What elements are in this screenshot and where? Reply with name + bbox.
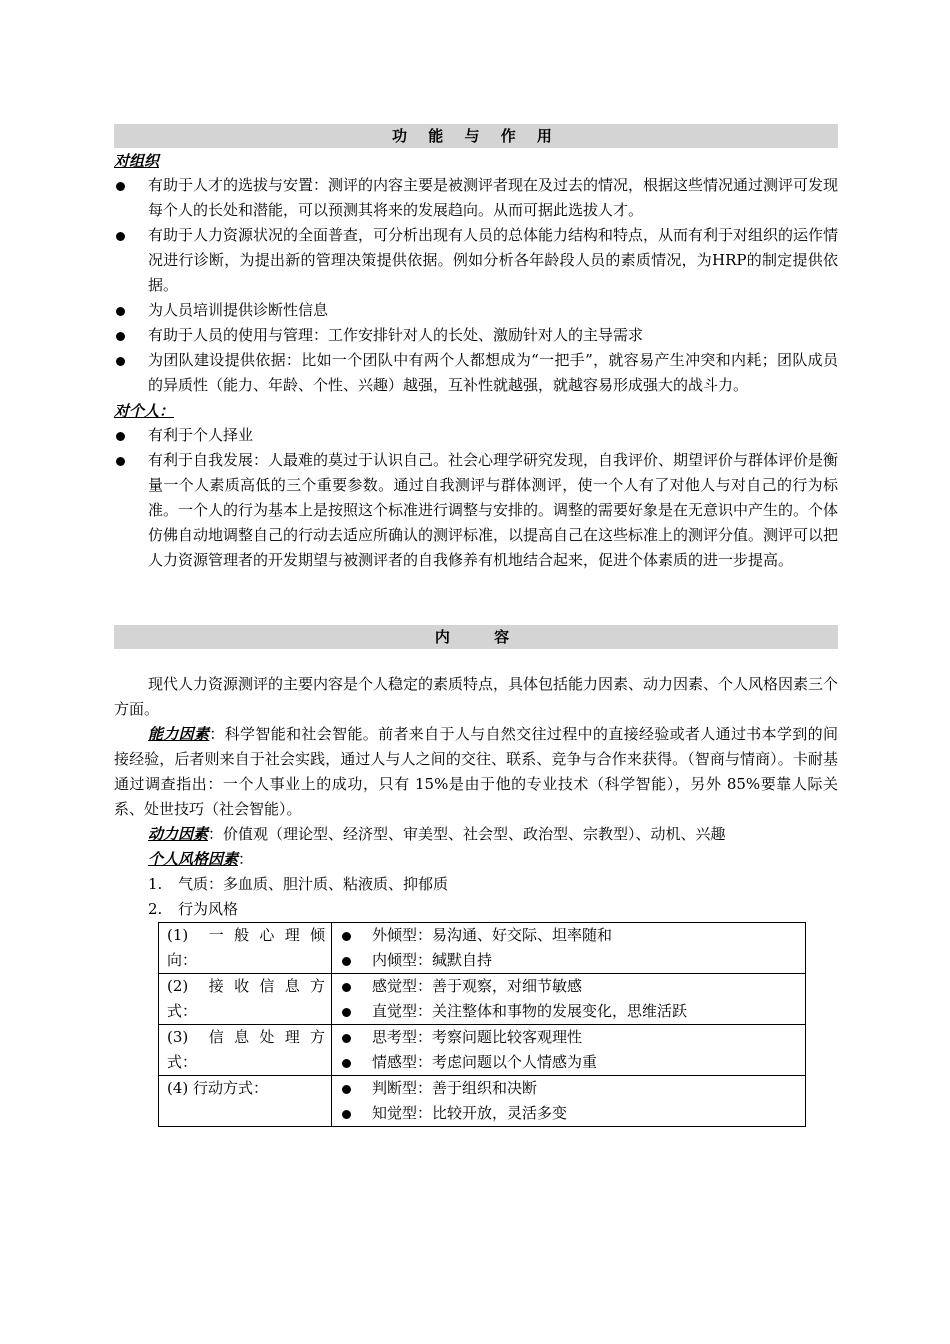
ability-paragraph: 能力因素：科学智能和社会智能。前者来自于人与自然交往过程中的直接经验或者人通过书本学到的间接经验，后者则来自于社会实践，通过人与人之间的交往、联系、竞争与合作来获得。（智商与情商）。卡耐基通过调查指出：一个人事业上的成功，只有 15%是由于他的专业技术（科学智能），另外 85%要靠人际关系、处世技巧（社会智能）。 <box>114 725 838 818</box>
table-cell-types: 感觉型：善于观察，对细节敏感 直觉型：关注整体和事物的发展变化，思维活跃 <box>332 974 806 1025</box>
bullet-icon <box>342 1085 351 1094</box>
table-cell-category: (1) 一 般 心 理 倾向： <box>159 923 332 974</box>
table-row <box>159 1025 806 1076</box>
style-term: 个人风格因素 <box>148 850 239 868</box>
bullet-icon <box>342 1008 351 1017</box>
organization-list <box>114 173 838 398</box>
list-item: 有利于个人择业 <box>114 423 838 448</box>
bullet-icon <box>116 332 125 341</box>
bullet-icon <box>116 232 125 241</box>
bullet-icon <box>342 983 351 992</box>
bullet-icon <box>116 357 125 366</box>
numbered-item-temperament: 1. 气质：多血质、胆汁质、粘液质、抑郁质 <box>148 875 449 893</box>
bullet-icon <box>116 307 125 316</box>
section-title-functions: 功 能 与 作 用 <box>114 124 838 148</box>
style-paragraph: 个人风格因素： <box>148 850 254 868</box>
motive-term: 动力因素 <box>148 825 209 843</box>
heading-individual: 对个人： <box>114 402 175 420</box>
bullet-icon <box>116 182 125 191</box>
list-item: 有助于人员的使用与管理：工作安排针对人的长处、激励针对人的主导需求 <box>114 323 838 348</box>
section-title-content: 内 容 <box>114 625 838 649</box>
list-item: 有助于人力资源状况的全面普查，可分析出现有人员的总体能力结构和特点，从而有利于对组织的运作情况进行诊断，为提出新的管理决策提供依据。例如分析各年龄段人员的素质情况，为HRP的制定提供依据。 <box>114 223 838 298</box>
table-cell-types: 判断型：善于组织和决断 知觉型：比较开放，灵活多变 <box>332 1076 806 1127</box>
table-cell-category: (3) 信 息 处 理 方式： <box>159 1025 332 1076</box>
bullet-icon <box>342 932 351 941</box>
document-page <box>114 124 838 1127</box>
table-row <box>159 974 806 1025</box>
table-cell-types: 思考型：考察问题比较客观理性 情感型：考虑问题以个人情感为重 <box>332 1025 806 1076</box>
list-item: 有助于人才的选拔与安置：测评的内容主要是被测评者现在及过去的情况，根据这些情况通过测评可发现每个人的长处和潜能，可以预测其将来的发展趋向。从而可据此选拔人才。 <box>114 173 838 223</box>
table-cell-types: 外倾型：易沟通、好交际、坦率随和 内倾型：缄默自持 <box>332 923 806 974</box>
behavior-style-table <box>158 922 806 1127</box>
table-cell-category: (4) 行动方式： <box>159 1076 332 1127</box>
list-item: 为人员培训提供诊断性信息 <box>114 298 838 323</box>
bullet-icon <box>342 957 351 966</box>
motive-paragraph: 动力因素：价值观（理论型、经济型、审美型、社会型、政治型、宗教型）、动机、兴趣 <box>148 825 726 843</box>
bullet-icon <box>342 1110 351 1119</box>
ability-term: 能力因素 <box>148 725 210 743</box>
table-cell-category: (2) 接 收 信 息 方式： <box>159 974 332 1025</box>
list-item: 为团队建设提供依据：比如一个团队中有两个人都想成为“一把手”，就容易产生冲突和内耗；团队成员的异质性（能力、年龄、个性、兴趣）越强，互补性就越强，就越容易形成强大的战斗力。 <box>114 348 838 398</box>
intro-paragraph: 现代人力资源测评的主要内容是个人稳定的素质特点，具体包括能力因素、动力因素、个人风格因素三个方面。 <box>114 675 839 718</box>
table-row <box>159 923 806 974</box>
heading-organization: 对组织 <box>114 152 160 170</box>
bullet-icon <box>342 1034 351 1043</box>
numbered-item-behavior: 2. 行为风格 <box>148 900 239 918</box>
bullet-icon <box>116 457 125 466</box>
list-item: 有利于自我发展：人最难的莫过于认识自己。社会心理学研究发现，自我评价、期望评价与群体评价是衡量一个人素质高低的三个重要参数。通过自我测评与群体测评，使一个人有了对他人与对自己的行为标准。一个人的行为基本上是按照这个标准进行调整与安排的。调整的需要好象是在无意识中产生的。个体仿佛自动地调整自己的行动去适应所确认的测评标准，以提高自己在这些标准上的测评分值。测评可以把人力资源管理者的开发期望与被测评者的自我修养有机地结合起来，促进个体素质的进一步提高。 <box>114 448 838 573</box>
bullet-icon <box>116 432 125 441</box>
bullet-icon <box>342 1059 351 1068</box>
table-row <box>159 1076 806 1127</box>
individual-list <box>114 423 838 573</box>
